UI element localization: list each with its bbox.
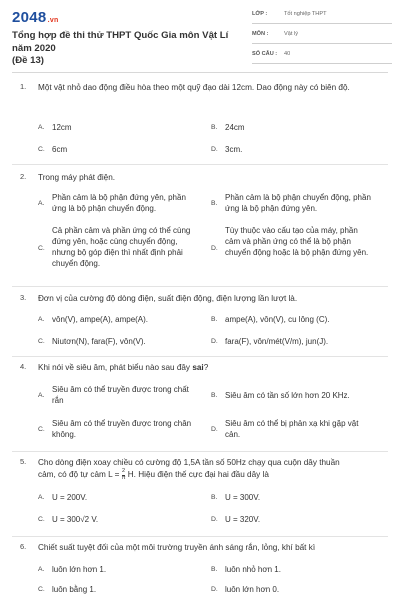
option-letter: D. (211, 245, 218, 252)
option-letter: A. (38, 494, 45, 501)
question-text: Một vật nhỏ dao động điều hòa theo một quỹ đạo dài 12cm. Dao động này có biên độ. (38, 83, 350, 92)
question-divider (12, 164, 388, 165)
page-header (0, 0, 400, 66)
option-text: luôn lớn hơn 1. (52, 565, 107, 574)
question-text-suffix: H. Hiệu điện thế cực đại hai đầu dây là (125, 470, 269, 480)
meta-value: 40 (284, 51, 291, 57)
site-logo[interactable] (12, 9, 59, 26)
option-text: Cả phần cảm và phần ứng có thể cùng đứng yên, hoặc cùng chuyển động, nhưng bộ góp điện thì nhất định phải chuyển động. (52, 226, 191, 268)
option-text: Phần cảm là bộ phận đứng yên, phần ứng là bộ phận chuyển động. (52, 193, 186, 213)
meta-value: Vật lý (284, 31, 298, 37)
option-letter: B. (211, 494, 218, 501)
question-divider (12, 536, 388, 537)
question-number: 5. (20, 457, 27, 466)
option-text: 24cm (225, 123, 245, 132)
question-6 (12, 542, 388, 598)
question-text-prefix: cảm, có độ tự cảm L = (38, 470, 122, 480)
option-letter: D. (211, 146, 218, 153)
option-text: Tùy thuộc vào cấu tạo của máy, phần cảm và phần ứng có thể là bộ phận chuyển động hoặc là bộ phận đứng yên. (225, 226, 369, 257)
question-text-line2 (38, 469, 382, 481)
question-4 (12, 362, 388, 446)
option-text: 12cm (52, 123, 72, 132)
option-text: U = 200V. (52, 493, 88, 502)
logo-domain: .vn (47, 17, 59, 24)
question-text: Chiết suất tuyệt đối của một môi trường truyền ánh sáng rắn, lỏng, khí bất kì (38, 543, 316, 552)
question-divider (12, 286, 388, 287)
option-text: luôn bằng 1. (52, 585, 97, 594)
option-letter: C. (38, 245, 45, 252)
option-text: vôn(V), ampe(A), ampe(A). (52, 315, 149, 324)
option-letter: D. (211, 338, 218, 345)
option-text (52, 514, 98, 525)
meta-label: MÔN : (252, 31, 269, 37)
option-letter: C. (38, 338, 45, 345)
exam-title-line1: Tổng hợp đề thi thử THPT Quốc Gia môn Vật Lí năm 2020 (12, 30, 229, 54)
fraction-numerator: 2 (122, 468, 126, 474)
option-letter: D. (211, 426, 218, 433)
option-letter: A. (38, 316, 45, 323)
option-letter: C. (38, 146, 45, 153)
option-letter: C. (38, 586, 45, 593)
option-text: fara(F), vôn/mét(V/m), jun(J). (225, 337, 329, 346)
exam-title (12, 30, 250, 68)
question-number: 4. (20, 362, 27, 371)
option-text: U = 300V. (225, 493, 261, 502)
question-text: Đơn vị của cường độ dòng điện, suất điện động, điện lượng lần lượt là. (38, 294, 298, 303)
question-text-prefix: Khi nói về siêu âm, phát biểu nào sau đây (38, 363, 193, 372)
option-letter: A. (38, 566, 45, 573)
question-number: 6. (20, 542, 27, 551)
meta-row-subject (252, 30, 392, 44)
option-text: 3cm. (225, 145, 243, 154)
exam-meta (252, 10, 392, 70)
option-letter: B. (211, 200, 218, 207)
option-letter: A. (38, 124, 45, 131)
question-text (38, 362, 382, 374)
option-letter: B. (211, 316, 218, 323)
option-text-prefix: U = 300 (52, 515, 81, 524)
option-letter: C. (38, 426, 45, 433)
option-letter: D. (211, 516, 218, 523)
question-text-emphasis: sai (192, 363, 204, 372)
question-divider (12, 356, 388, 357)
header-divider (12, 72, 388, 73)
meta-value: Tốt nghiệp THPT (284, 11, 327, 17)
option-text: Siêu âm có tần số lớn hơn 20 KHz. (225, 391, 350, 400)
option-text: Niutơn(N), fara(F), vôn(V). (52, 337, 146, 346)
option-letter: C. (38, 516, 45, 523)
question-3 (12, 293, 388, 351)
option-letter: B. (211, 124, 218, 131)
question-1 (12, 82, 388, 154)
option-text: ampe(A), vôn(V), cu lông (C). (225, 315, 330, 324)
question-number: 1. (20, 82, 27, 91)
option-text: luôn nhỏ hơn 1. (225, 565, 281, 574)
option-letter: B. (211, 392, 218, 399)
option-letter: A. (38, 392, 45, 399)
question-text: Trong máy phát điện. (38, 173, 116, 182)
option-text: Siêu âm có thể truyền được trong chân không. (52, 419, 192, 439)
option-text: Phần cảm là bộ phận chuyển động, phần ứng là bộ phận đứng yên. (225, 193, 371, 213)
meta-row-class (252, 10, 392, 24)
root-value: √2 (80, 515, 90, 524)
option-letter: B. (211, 566, 218, 573)
question-number: 3. (20, 293, 27, 302)
option-text: Siêu âm có thể bị phản xạ khi gặp vật cản. (225, 419, 359, 439)
question-5 (12, 457, 388, 531)
meta-row-count (252, 50, 392, 64)
meta-label: SỐ CÂU : (252, 51, 278, 57)
question-number: 2. (20, 172, 27, 181)
question-text (38, 457, 382, 481)
option-text-suffix: V. (89, 515, 99, 524)
option-text: luôn lớn hơn 0. (225, 585, 280, 594)
question-divider (12, 451, 388, 452)
option-text: U = 320V. (225, 515, 261, 524)
question-2 (12, 172, 388, 282)
option-text: Siêu âm có thể truyền được trong chất rắn (52, 385, 189, 405)
logo-text: 2048 (12, 9, 47, 26)
exam-title-line2: (Đề 13) (12, 55, 44, 66)
question-text-suffix: ? (203, 363, 209, 372)
option-letter: D. (211, 586, 218, 593)
option-text: 6cm (52, 145, 68, 154)
fraction-denominator: π (121, 474, 126, 481)
meta-label: LỚP : (252, 11, 268, 17)
question-text-line1: Cho dòng điện xoay chiều có cường độ 1,5A tần số 50Hz chạy qua cuộn dây thuần (38, 458, 340, 467)
option-letter: A. (38, 200, 45, 207)
